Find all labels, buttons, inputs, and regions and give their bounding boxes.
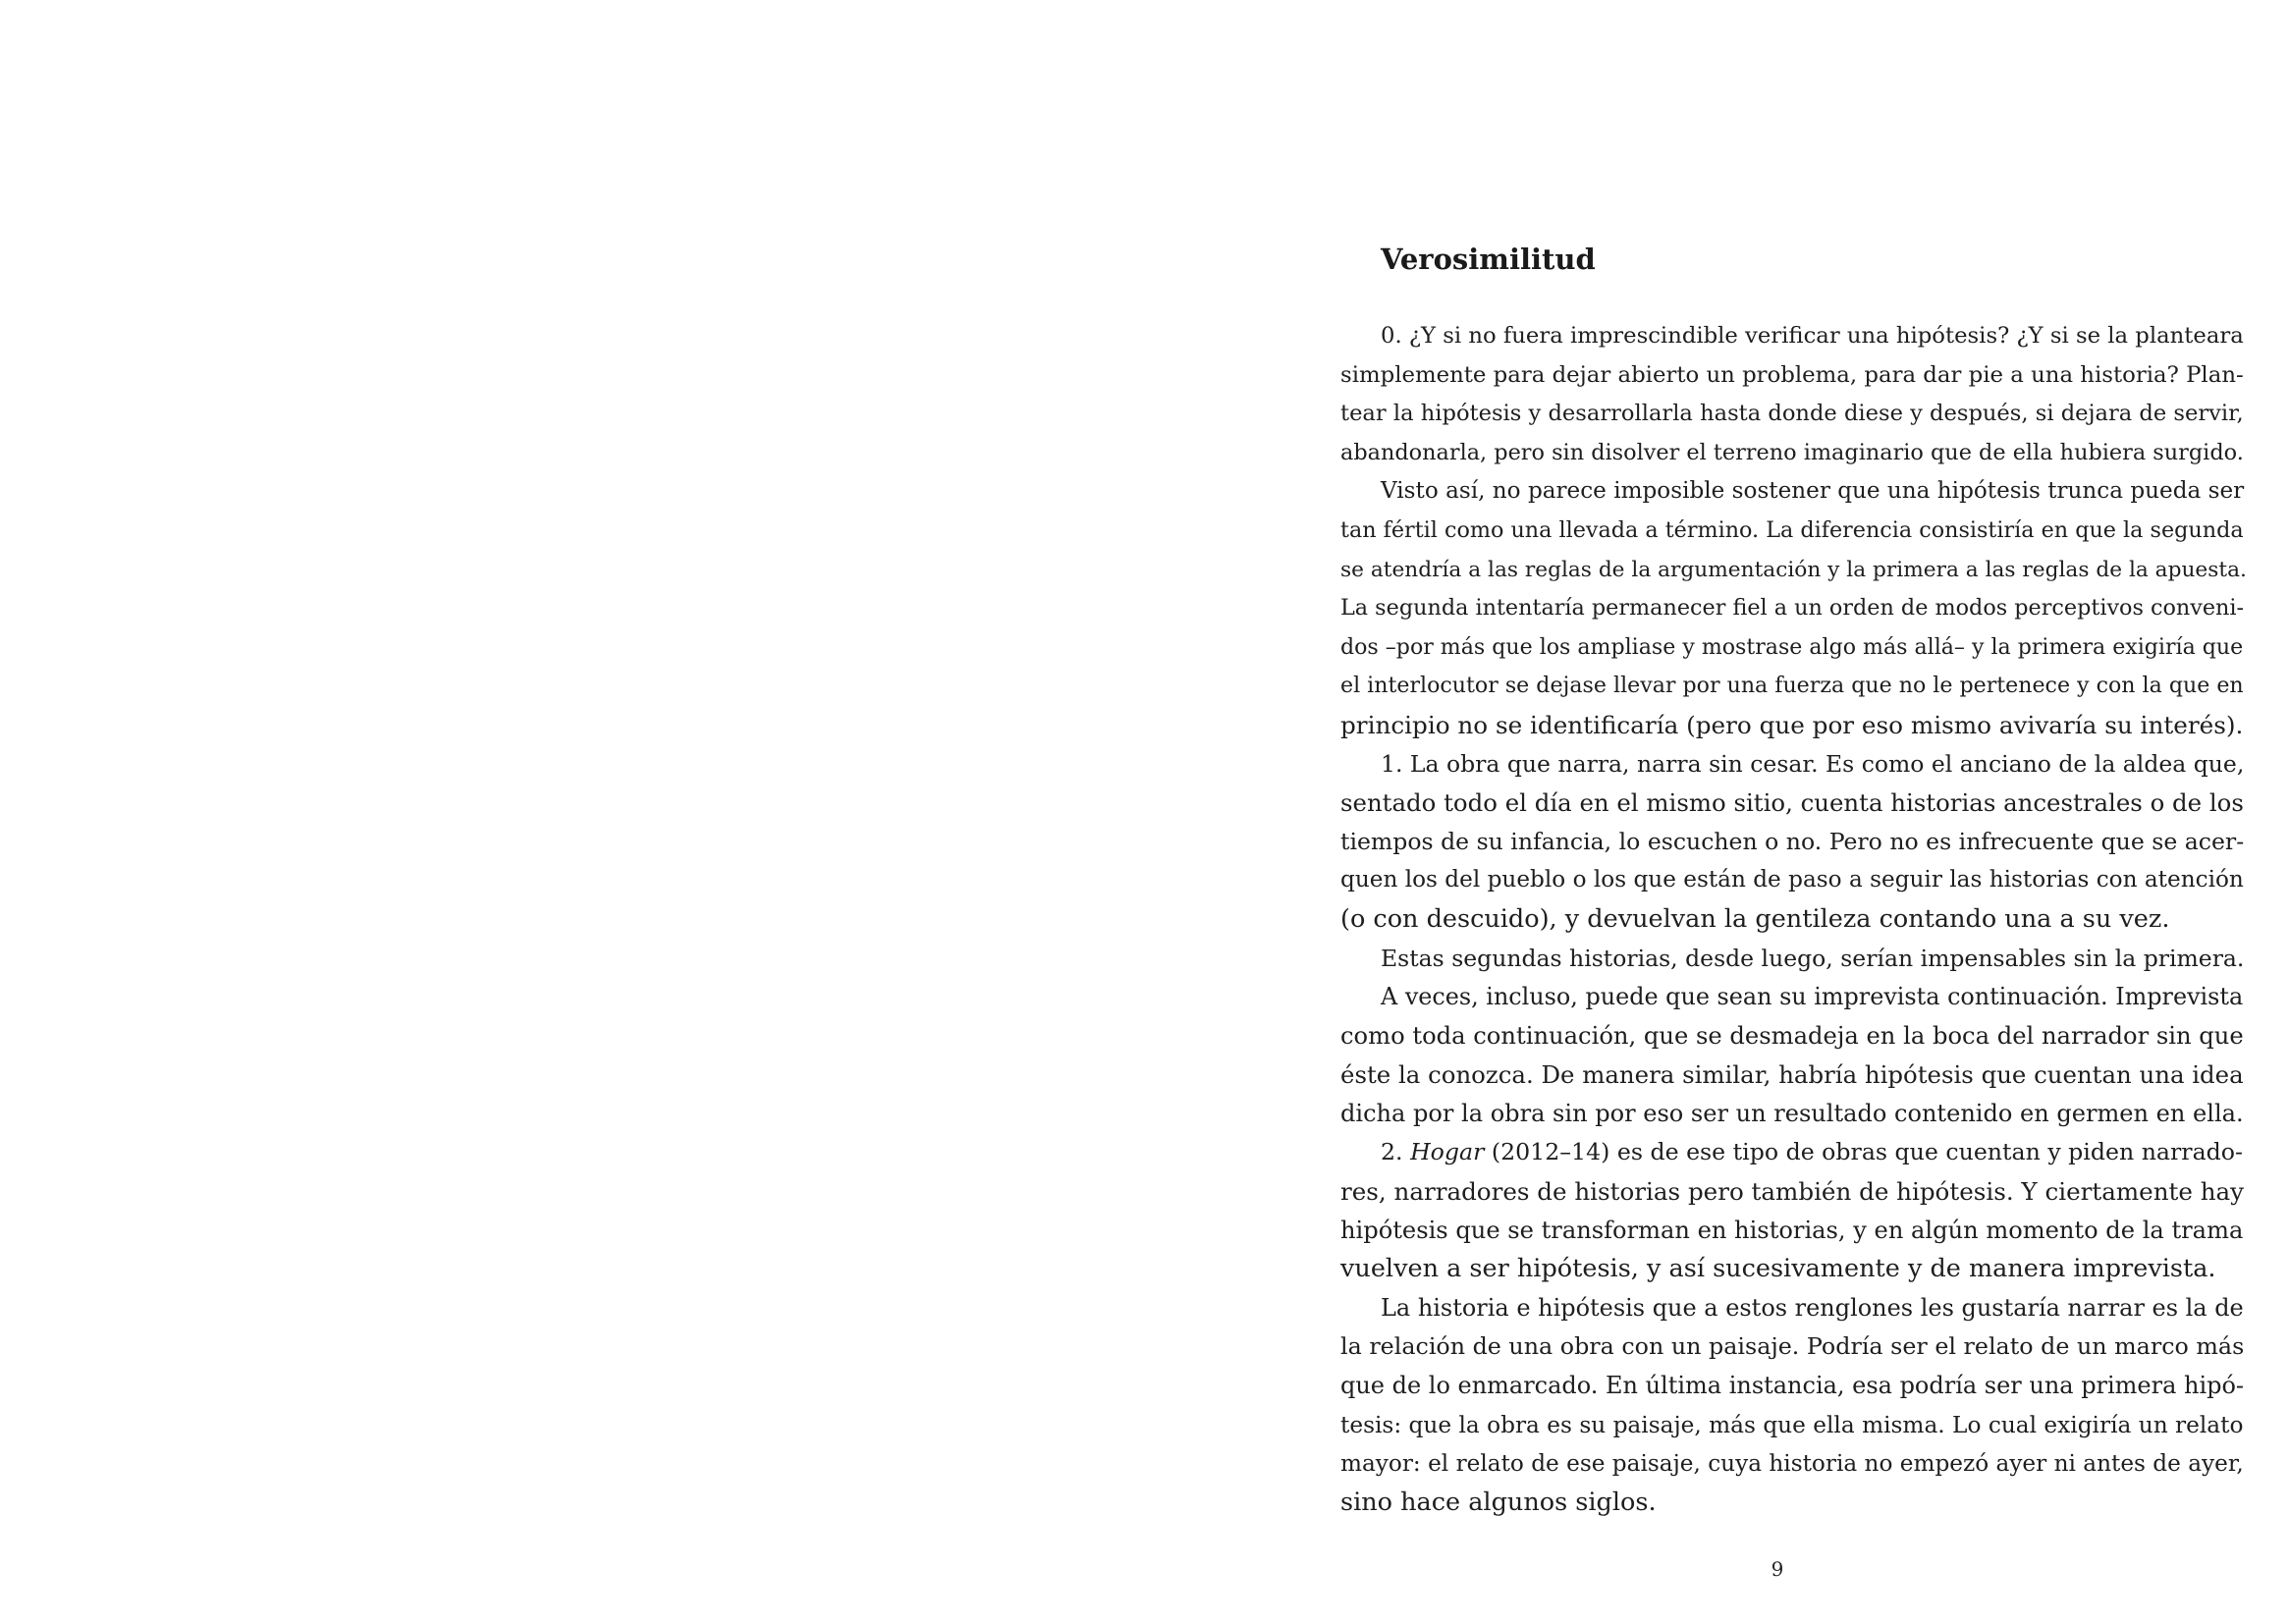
text-line <box>1340 1133 2244 1172</box>
text-line: sentado todo el día en el mismo sitio, cuenta historias ancestrales o de los <box>1340 788 2244 818</box>
text-line: dos –por más que los ampliase y mostrase algo más allá– y la primera exigiría que <box>1340 633 2244 660</box>
text-line: el interlocutor se dejase llevar por una fuerza que no le pertenece y con la que en <box>1340 673 2244 699</box>
text-line: tear la hipótesis y desarrollarla hasta donde diese y después, si dejara de servir, <box>1340 401 2244 427</box>
text-line: Visto así, no parece imposible sostener que una hipótesis trunca pueda ser <box>1381 478 2245 505</box>
text-line: sino hace algunos siglos. <box>1340 1487 1657 1517</box>
text-line: abandonarla, pero sin disolver el terreno imaginario que de ella hubiera surgido. <box>1340 439 2244 465</box>
page-number: 9 <box>1771 1557 1784 1581</box>
text-line-prefix: 2. <box>1381 1138 1411 1166</box>
text-line: La historia e hipótesis que a estos renglones les gustaría narrar es la de <box>1381 1293 2244 1322</box>
section-heading: Verosimilitud <box>1381 243 1596 276</box>
text-line: tesis: que la obra es su paisaje, más que ella misma. Lo cual exigiría un relato <box>1340 1411 2244 1438</box>
text-line: 1. La obra que narra, narra sin cesar. Es como el anciano de la aldea que, <box>1381 749 2245 778</box>
text-line: tiempos de su infancia, lo escuchen o no. Pero no es infrecuente que se acer- <box>1340 827 2245 855</box>
text-line: quen los del pueblo o los que están de paso a seguir las historias con atención <box>1340 867 2244 893</box>
left-page-blank <box>0 0 1144 1624</box>
text-line: mayor: el relato de ese paisaje, cuya historia no empezó ayer ni antes de ayer, <box>1340 1450 2244 1478</box>
text-line: éste la conozca. De manera similar, habría hipótesis que cuentan una idea <box>1340 1060 2244 1090</box>
text-line: se atendría a las reglas de la argumentación y la primera a las reglas de la apuesta. <box>1340 557 2247 582</box>
text-line: dicha por la obra sin por eso ser un resultado contenido en germen en ella. <box>1340 1099 2244 1127</box>
text-line: la relación de una obra con un paisaje. Podría ser el relato de un marco más <box>1340 1332 2245 1361</box>
text-line: que de lo enmarcado. En última instancia, esa podría ser una primera hipó- <box>1340 1372 2245 1400</box>
text-line: La segunda intentaría permanecer fiel a un orden de modos perceptivos conveni- <box>1340 595 2245 622</box>
italic-title: Hogar <box>1410 1138 1485 1166</box>
text-line: principio no se identificaría (pero que por eso mismo avivaría su interés). <box>1340 710 2244 739</box>
text-line: simplemente para dejar abierto un problema, para dar pie a una historia? Plan- <box>1340 361 2244 388</box>
text-line-rest: (2012–14) es de ese tipo de obras que cuentan y piden narrado- <box>1484 1138 2243 1166</box>
text-line: (o con descuido), y devuelvan la gentileza contando una a su vez. <box>1340 903 2170 934</box>
text-line: hipótesis que se transforman en historias, y en algún momento de la trama <box>1340 1216 2244 1244</box>
text-line: A veces, incluso, puede que sean su imprevista continuación. Imprevista <box>1381 983 2244 1011</box>
text-line: Estas segundas historias, desde luego, serían impensables sin la primera. <box>1381 944 2245 972</box>
text-line: 0. ¿Y si no fuera imprescindible verificar una hipótesis? ¿Y si se la planteara <box>1381 323 2244 349</box>
text-line: res, narradores de historias pero también de hipótesis. Y ciertamente hay <box>1340 1177 2245 1207</box>
text-line: como toda continuación, que se desmadeja en la boca del narrador sin que <box>1340 1021 2244 1050</box>
body-text <box>1340 317 2247 1522</box>
text-line: vuelven a ser hipótesis, y así sucesivamente y de manera imprevista. <box>1340 1254 2216 1284</box>
text-line: tan fértil como una llevada a término. La diferencia consistiría en que la segunda <box>1340 516 2244 543</box>
